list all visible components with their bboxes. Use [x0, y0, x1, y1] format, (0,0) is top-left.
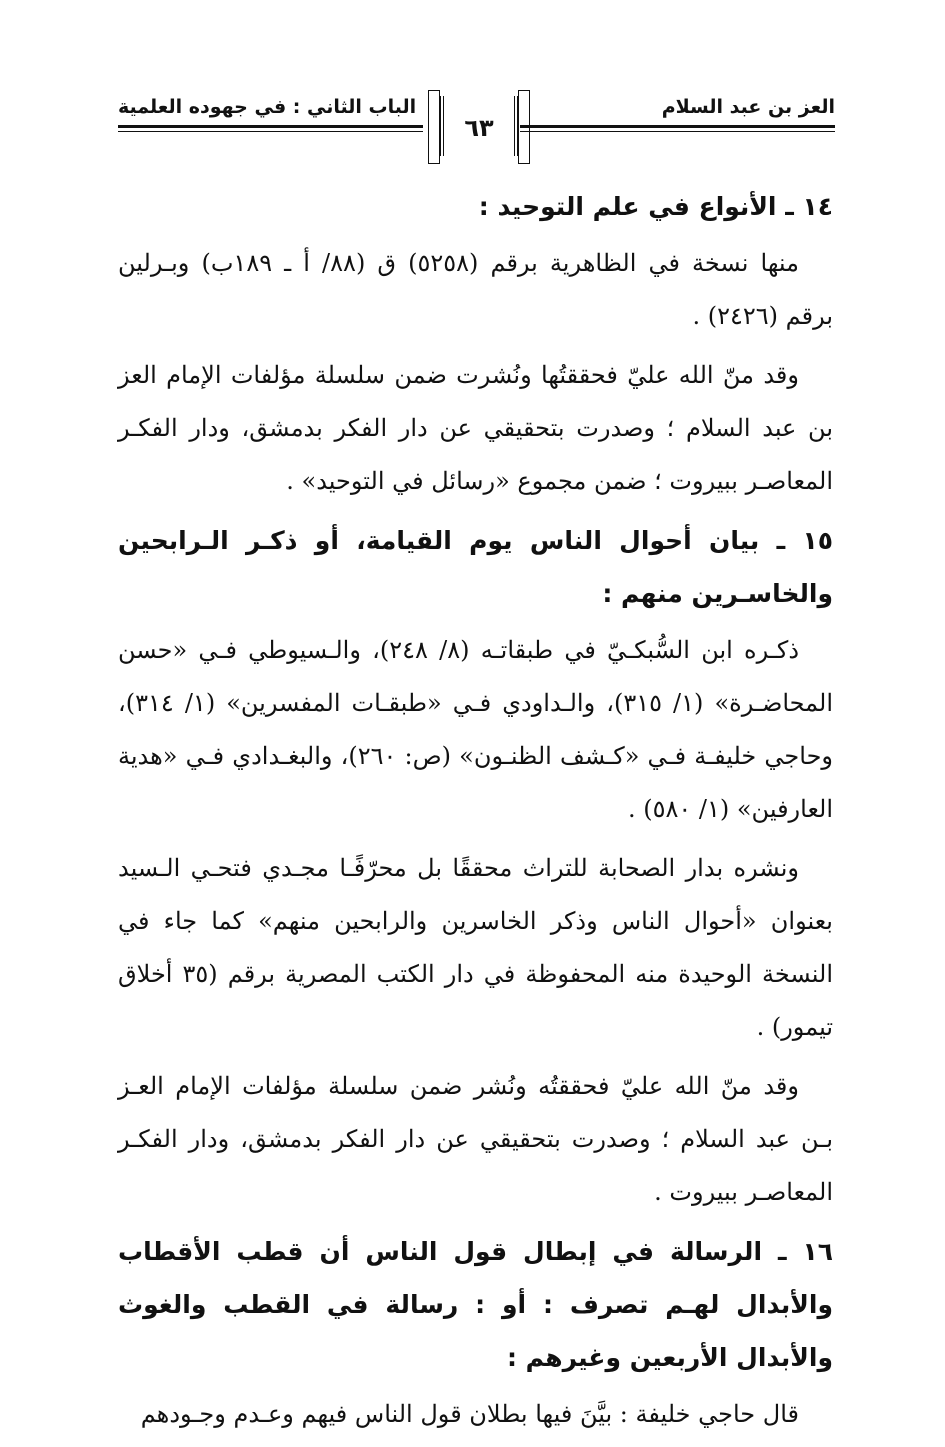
section-16-paragraph-1: قال حاجي خليفة : بيَّنَ فيها بطلان قول الناس فيهم وعـدم وجـودهم [140, 1400, 799, 1428]
book-title-header: العز بن عبد السلام [661, 96, 835, 118]
header-rule-left [118, 125, 423, 128]
section-15-paragraph-3: وقد منّ الله عليّ فحققتُه ونُشر ضمن سلسلة مؤلفات الإمام العـز بـن عبد السلام ؛ وصدرت بتحقيقي عن دار الفكر بدمشق، ودار الفكـر المعاصـر ببيروت . [118, 1072, 833, 1206]
page-number: ٦٣ [464, 114, 494, 142]
section-15-paragraph-1: ذكـره ابن السُّبكـيّ في طبقاتـه (٨/ ٢٤٨)، والـسيوطي فـي «حسن المحاضـرة» (١/ ٣١٥)، والـداودي فـي «طبقـات المفسرين» (١/ ٣١٤)، وحاجي خليفـة فـي «كـشف الظنـون» (ص: ٢٦٠)، والبغـدادي فـي «هدية العارفين» (١/ ٥٨٠) . [118, 636, 834, 823]
section-14-paragraph-1: منها نسخة في الظاهرية برقم (٥٢٥٨) ق (٨٨/ أ ـ ١٨٩ب) وبـرلين برقم (٢٤٢٦) . [118, 249, 833, 330]
page-body [118, 180, 833, 1447]
page-number-frame [440, 96, 518, 156]
section-16-heading: ١٦ ـ الرسالة في إبطال قول الناس أن قطب الأقطاب والأبدال لهـم تصرف : أو : رسالة في القطب والغوث والأبدال الأربعين وغيرهم : [118, 1237, 833, 1372]
header-rule-right [520, 125, 835, 128]
chapter-title-header: الباب الثاني : في جهوده العلمية [118, 96, 417, 118]
section-14-paragraph-2: وقد منّ الله عليّ فحققتُها ونُشرت ضمن سلسلة مؤلفات الإمام العز بن عبد السلام ؛ وصدرت بتحقيقي عن دار الفكر بدمشق، ودار الفكـر المعاصـر ببيروت ؛ ضمن مجموع «رسائل في التوحيد» . [118, 361, 833, 495]
running-header [0, 88, 945, 168]
section-15-heading: ١٥ ـ بيان أحوال الناس يوم القيامة، أو ذكـر الـرابحين والخاسـرين منهم : [118, 526, 833, 608]
section-14-heading: ١٤ ـ الأنواع في علم التوحيد : [478, 192, 833, 221]
section-15-paragraph-2: ونشره بدار الصحابة للتراث محققًا بل محرّفًـا مجـدي فتحـي الـسيد بعنوان «أحوال الناس وذكر الخاسرين والرابحين منهم» كما جاء في النسخة الوحيدة منه المحفوظة في دار الكتب المصرية برقم (٣٥ أخلاق تيمور) . [118, 854, 833, 1041]
